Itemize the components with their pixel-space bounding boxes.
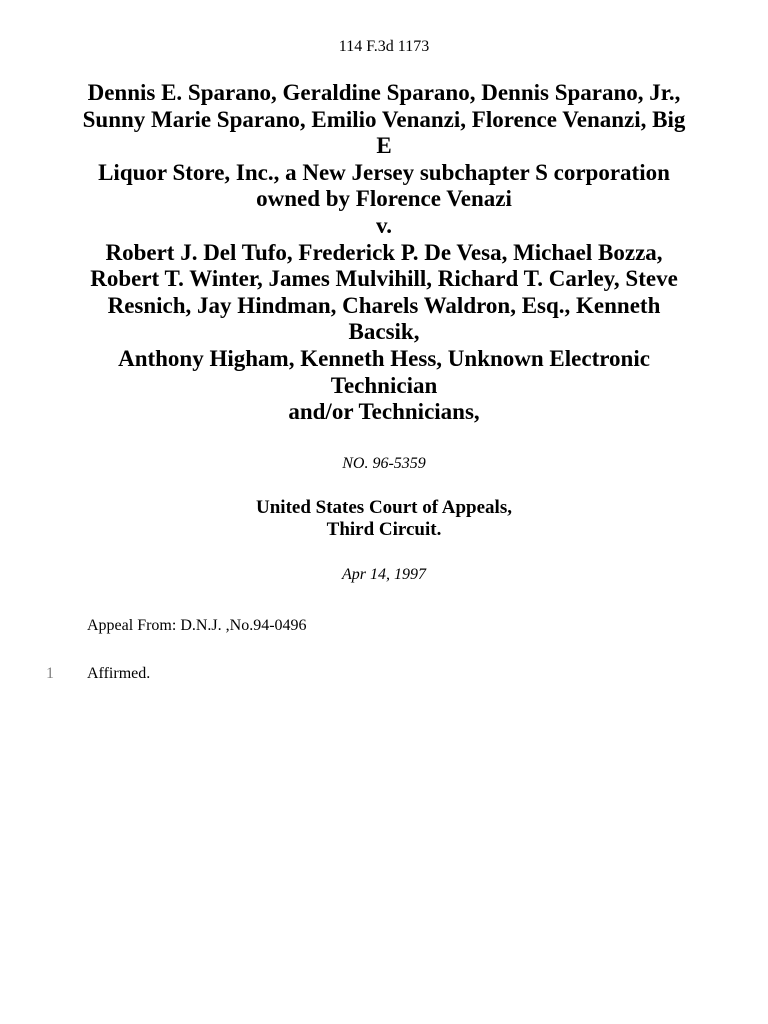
paragraph-text: Affirmed. [87,665,151,682]
case-caption [48,80,720,426]
docket-number: NO. 96-5359 [342,455,426,472]
court-name [0,497,768,541]
caption-line: Technician [330,372,438,398]
court-name-line: United States Court of Appeals, [256,497,512,518]
caption-line: E [376,133,392,159]
caption-versus: v. [376,212,392,238]
caption-line: Anthony Higham, Kenneth Hess, Unknown Electronic [118,345,650,371]
decision-date: Apr 14, 1997 [342,566,426,583]
case-citation: 114 F.3d 1173 [338,38,430,55]
appeal-from: Appeal From: D.N.J. ,No.94-0496 [87,617,307,634]
caption-line: and/or Technicians, [288,399,480,425]
caption-line: owned by Florence Venazi [256,186,512,212]
court-circuit-line: Third Circuit. [326,519,442,540]
paragraph-number: 1 [46,665,54,682]
caption-line: Resnich, Jay Hindman, Charels Waldron, Esq., Kenneth [107,292,661,318]
caption-line: Sunny Marie Sparano, Emilio Venanzi, Florence Venanzi, Big [82,106,686,132]
caption-line: Bacsik, [348,319,420,345]
caption-line: Dennis E. Sparano, Geraldine Sparano, Dennis Sparano, Jr., [87,80,681,105]
caption-line: Robert T. Winter, James Mulvihill, Richard T. Carley, Steve [90,266,678,292]
caption-line: Liquor Store, Inc., a New Jersey subchapter S corporation [98,159,670,185]
caption-line: Robert J. Del Tufo, Frederick P. De Vesa, Michael Bozza, [105,239,663,265]
